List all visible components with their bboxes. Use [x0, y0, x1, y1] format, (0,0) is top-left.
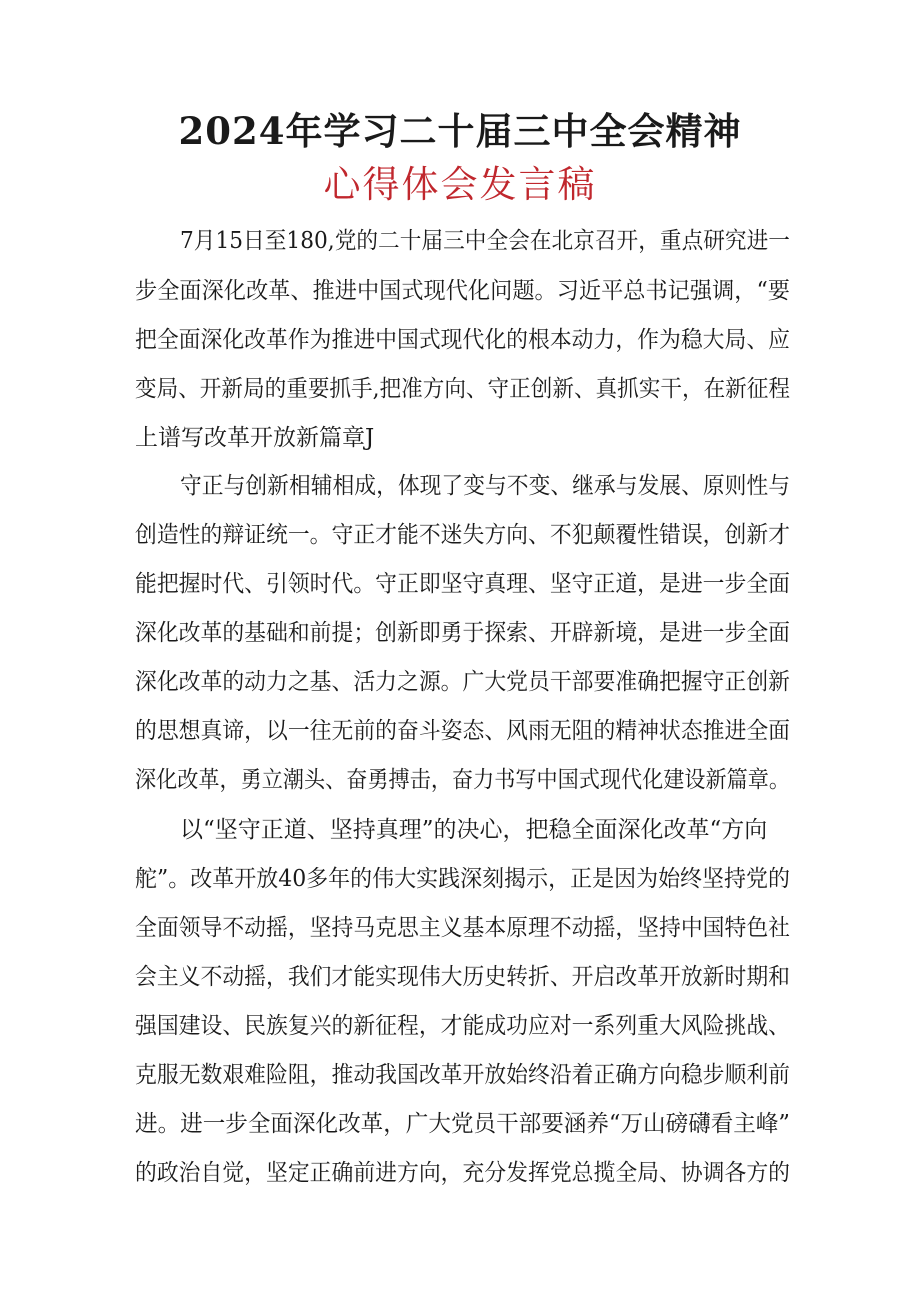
- document-subtitle: 心得体会发言稿: [323, 163, 597, 206]
- document-title: 2024年学习二十届三中全会精神: [178, 109, 742, 153]
- document-page: 2024年学习二十届三中全会精神 心得体会发言稿 7月15日至180,党的二十届三中全会在北京召开，重点研究进一 步全面深化改革、推进中国式现代化问题。习近平总书记强调，“要 把全面深化改革作为推进中国式现代化的根本动力，作为稳大局、应 变局、开新局的重要抓手,把准方向、守正创新、真抓实干，在新征程 上谱写改革开放新篇章J 守正与创新相辅相成，体现了变与不变、继承与发展、原则性与 创造性的辩证统一。守正才能不迷失方向、不犯颠覆性错误，创新才 能把握时代、引领时代。守正即坚守真理、坚守正道，是进一步全面 深化改革的基础和前提；创新即勇于探索、开辟新境，是进一步全面 深化改革的动力之基、活力之源。广大党员干部要准确把握守正创新 的思想真谛，以一往无前的奋斗姿态、风雨无阻的精神状态推进全面 深化改革，勇立潮头、奋勇搏击，奋力书写中国式现代化建设新篇章。 以“坚守正道、坚持真理”的决心，把稳全面深化改革“方向 舵”。改革开放40多年的伟大实践深刻揭示，正是因为始终坚持党的 全面领导不动摇，坚持马克思主义基本原理不动摇，坚持中国特色社 会主义不动摇，我们才能实现伟大历史转折、开启改革开放新时期和 强国建设、民族复兴的新征程，才能成功应对一系列重大风险挑战、 克服无数艰难险阻，推动我国改革开放始终沿着正确方向稳步顺利前 进。进一步全面深化改革，广大党员干部要涵养“万山磅礴看主峰” 的政治自觉，坚定正确前进方向，充分发挥党总揽全局、协调各方的: [0, 0, 920, 1301]
